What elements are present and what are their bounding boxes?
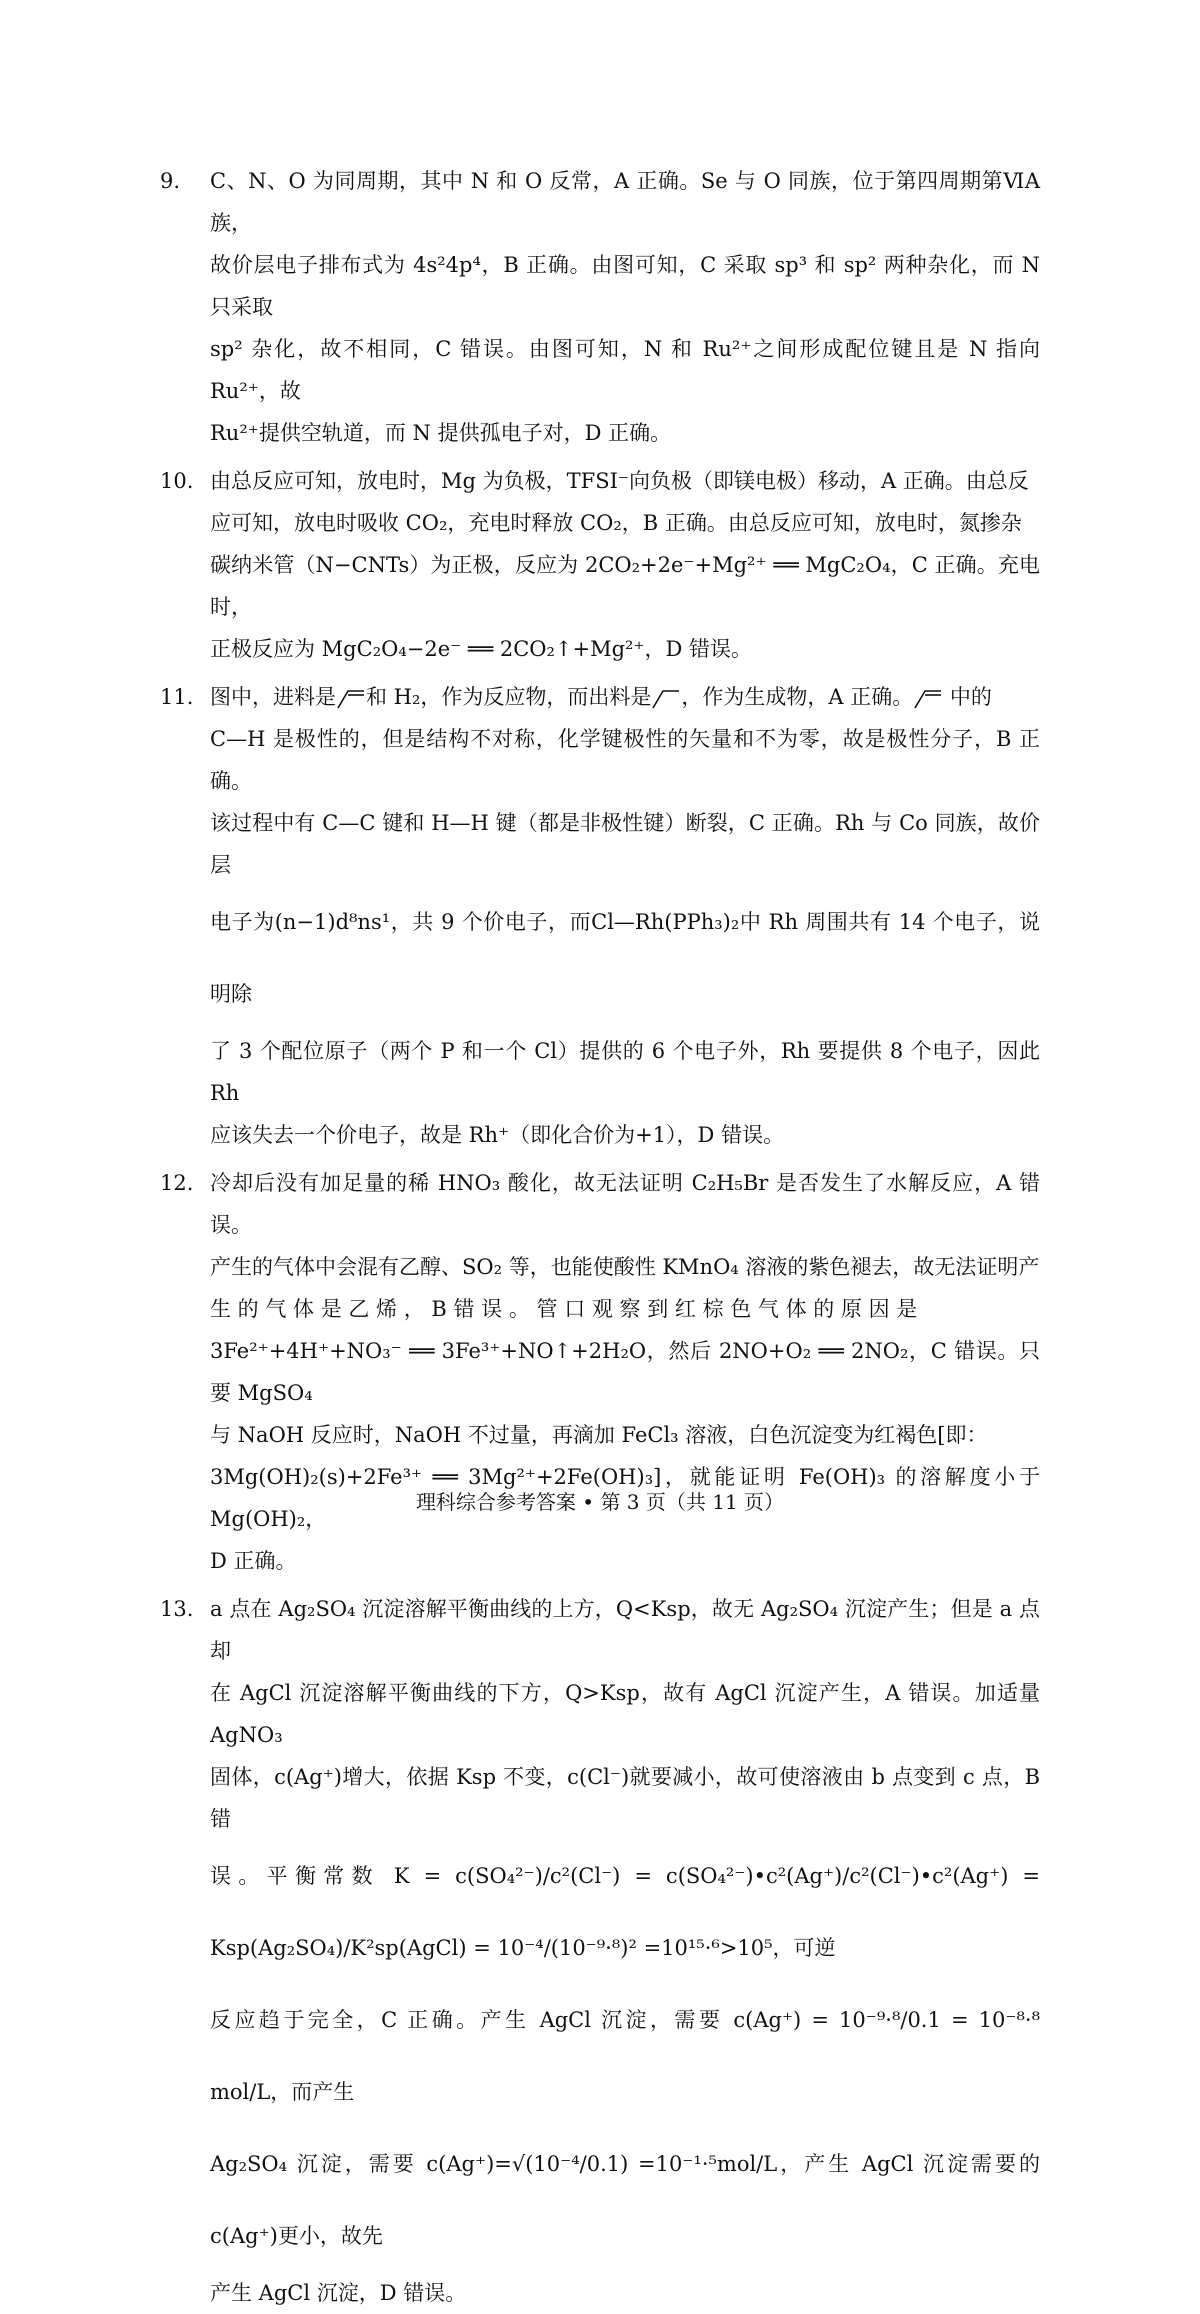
equation-line: Ag₂SO₄ 沉淀，需要 c(Ag⁺)=√(10⁻⁴/0.1) =10⁻¹·⁵mol/L，产生 AgCl 沉淀需要的 c(Ag⁺)更小，故先 [210, 2152, 1040, 2248]
text-line: 生 的 气 体 是 乙 烯 ， B 错 误 。 管 口 观 察 到 红 棕 色 气 体 的 原 因 是 [210, 1297, 918, 1321]
text-line: 由总反应可知，放电时，Mg 为负极，TFSI⁻向负极（即镁电极）移动，A 正确。由总反 [210, 469, 1029, 493]
propene-skeleton-icon [913, 688, 943, 710]
text-line: 故价层电子排布式为 4s²4p⁴，B 正确。由图可知，C 采取 sp³ 和 sp² 两种杂化，而 N 只采取 [210, 253, 1040, 319]
text-line: D 正确。 [210, 1549, 297, 1573]
answer-item-11 [160, 676, 1040, 1156]
text-line: 冷却后没有加足量的稀 HNO₃ 酸化，故无法证明 C₂H₅Br 是否发生了水解反应，A 错误。 [210, 1171, 1040, 1237]
equation-line: 反应趋于完全，C 正确。产生 AgCl 沉淀，需要 c(Ag⁺) = 10⁻⁹·⁸/0.1 = 10⁻⁸·⁸ mol/L，而产生 [210, 2008, 1040, 2104]
text-line: C、N、O 为同周期，其中 N 和 O 反常，A 正确。Se 与 O 同族，位于第四周期第ⅥA 族， [210, 169, 1040, 235]
text-line: 与 NaOH 反应时，NaOH 不过量，再滴加 FeCl₃ 溶液，白色沉淀变为红褐色[即： [210, 1423, 988, 1447]
text-line: 该过程中有 C—C 键和 H—H 键（都是非极性键）断裂，C 正确。Rh 与 Co 同族，故价层 [210, 811, 1040, 877]
text-line: 在 AgCl 沉淀溶解平衡曲线的下方，Q>Ksp，故有 AgCl 沉淀产生，A 错误。加适量 AgNO₃ [210, 1681, 1040, 1747]
text-line: Ru²⁺提供空轨道，而 N 提供孤电子对，D 正确。 [210, 421, 672, 445]
answer-item-12 [160, 1162, 1040, 1582]
text-line: sp² 杂化，故不相同，C 错误。由图可知，N 和 Ru²⁺之间形成配位键且是 N 指向 Ru²⁺，故 [210, 337, 1040, 403]
text-line: 3Mg(OH)₂(s)+2Fe³⁺ ══ 3Mg²⁺+2Fe(OH)₃]，就能证明 Fe(OH)₃ 的溶解度小于 Mg(OH)₂， [210, 1465, 1040, 1531]
text-line: 应可知，放电时吸收 CO₂，充电时释放 CO₂，B 正确。由总反应可知，放电时，氮掺杂 [210, 511, 1022, 535]
text-line: 了 3 个配位原子（两个 P 和一个 Cl）提供的 6 个电子外，Rh 要提供 8 个电子，因此 Rh [210, 1039, 1040, 1105]
text-line: C—H 是极性的，但是结构不对称，化学键极性的矢量和不为零，故是极性分子，B 正确。 [210, 727, 1040, 793]
propane-skeleton-icon [651, 688, 681, 710]
text-line: a 点在 Ag₂SO₄ 沉淀溶解平衡曲线的上方，Q<Ksp，故无 Ag₂SO₄ 沉淀产生；但是 a 点却 [210, 1597, 1040, 1663]
propene-skeleton-icon [336, 688, 366, 710]
page-footer: 理科综合参考答案 • 第 3 页（共 11 页） [415, 1490, 785, 1514]
item-number: 13. [160, 1597, 194, 1621]
text-fragment: 图中，进料是 [210, 685, 336, 709]
text-fragment: ，作为生成物，A 正确。 [681, 685, 914, 709]
text-line: 3Fe²⁺+4H⁺+NO₃⁻ ══ 3Fe³⁺+NO↑+2H₂O，然后 2NO+O₂ ══ 2NO₂，C 错误。只要 MgSO₄ [210, 1339, 1040, 1405]
text-line: 产生的气体中会混有乙醇、SO₂ 等，也能使酸性 KMnO₄ 溶液的紫色褪去，故无法证明产 [210, 1255, 1040, 1279]
item-number: 9. [160, 169, 181, 193]
text-fragment: 和 H₂，作为反应物，而出料是 [366, 685, 652, 709]
text-line: 产生 AgCl 沉淀，D 错误。 [210, 2281, 467, 2305]
answer-item-10 [160, 460, 1040, 670]
text-line: 固体，c(Ag⁺)增大，依据 Ksp 不变，c(Cl⁻)就要减小，故可使溶液由 b 点变到 c 点，B 错 [210, 1765, 1040, 1831]
text-line: 应该失去一个价电子，故是 Rh⁺（即化合价为+1），D 错误。 [210, 1123, 785, 1147]
answer-item-9 [160, 160, 1040, 454]
text-line: 电子为(n−1)d⁸ns¹，共 9 个价电子，而Cl—Rh(PPh₃)₂中 Rh 周围共有 14 个电子，说明除 [210, 910, 1040, 1006]
text-line-with-structures [210, 676, 1040, 718]
text-fragment: 中的 [943, 685, 992, 709]
answer-item-13 [160, 1588, 1040, 2314]
text-line: 碳纳米管（N−CNTs）为正极，反应为 2CO₂+2e⁻+Mg²⁺ ══ MgC₂O₄，C 正确。充电时， [210, 553, 1040, 619]
item-number: 12. [160, 1171, 194, 1195]
equation-line: 误。平衡常数 K = c(SO₄²⁻)/c²(Cl⁻) = c(SO₄²⁻)•c²(Ag⁺)/c²(Cl⁻)•c²(Ag⁺) = Ksp(Ag₂SO₄)/K²sp(AgCl) = 10⁻⁴/(10⁻⁹·⁸)² =10¹⁵·⁶>10⁵，可逆 [210, 1864, 1040, 1960]
text-line: 正极反应为 MgC₂O₄−2e⁻ ══ 2CO₂↑+Mg²⁺，D 错误。 [210, 637, 753, 661]
item-number: 10. [160, 469, 194, 493]
item-number: 11. [160, 685, 194, 709]
